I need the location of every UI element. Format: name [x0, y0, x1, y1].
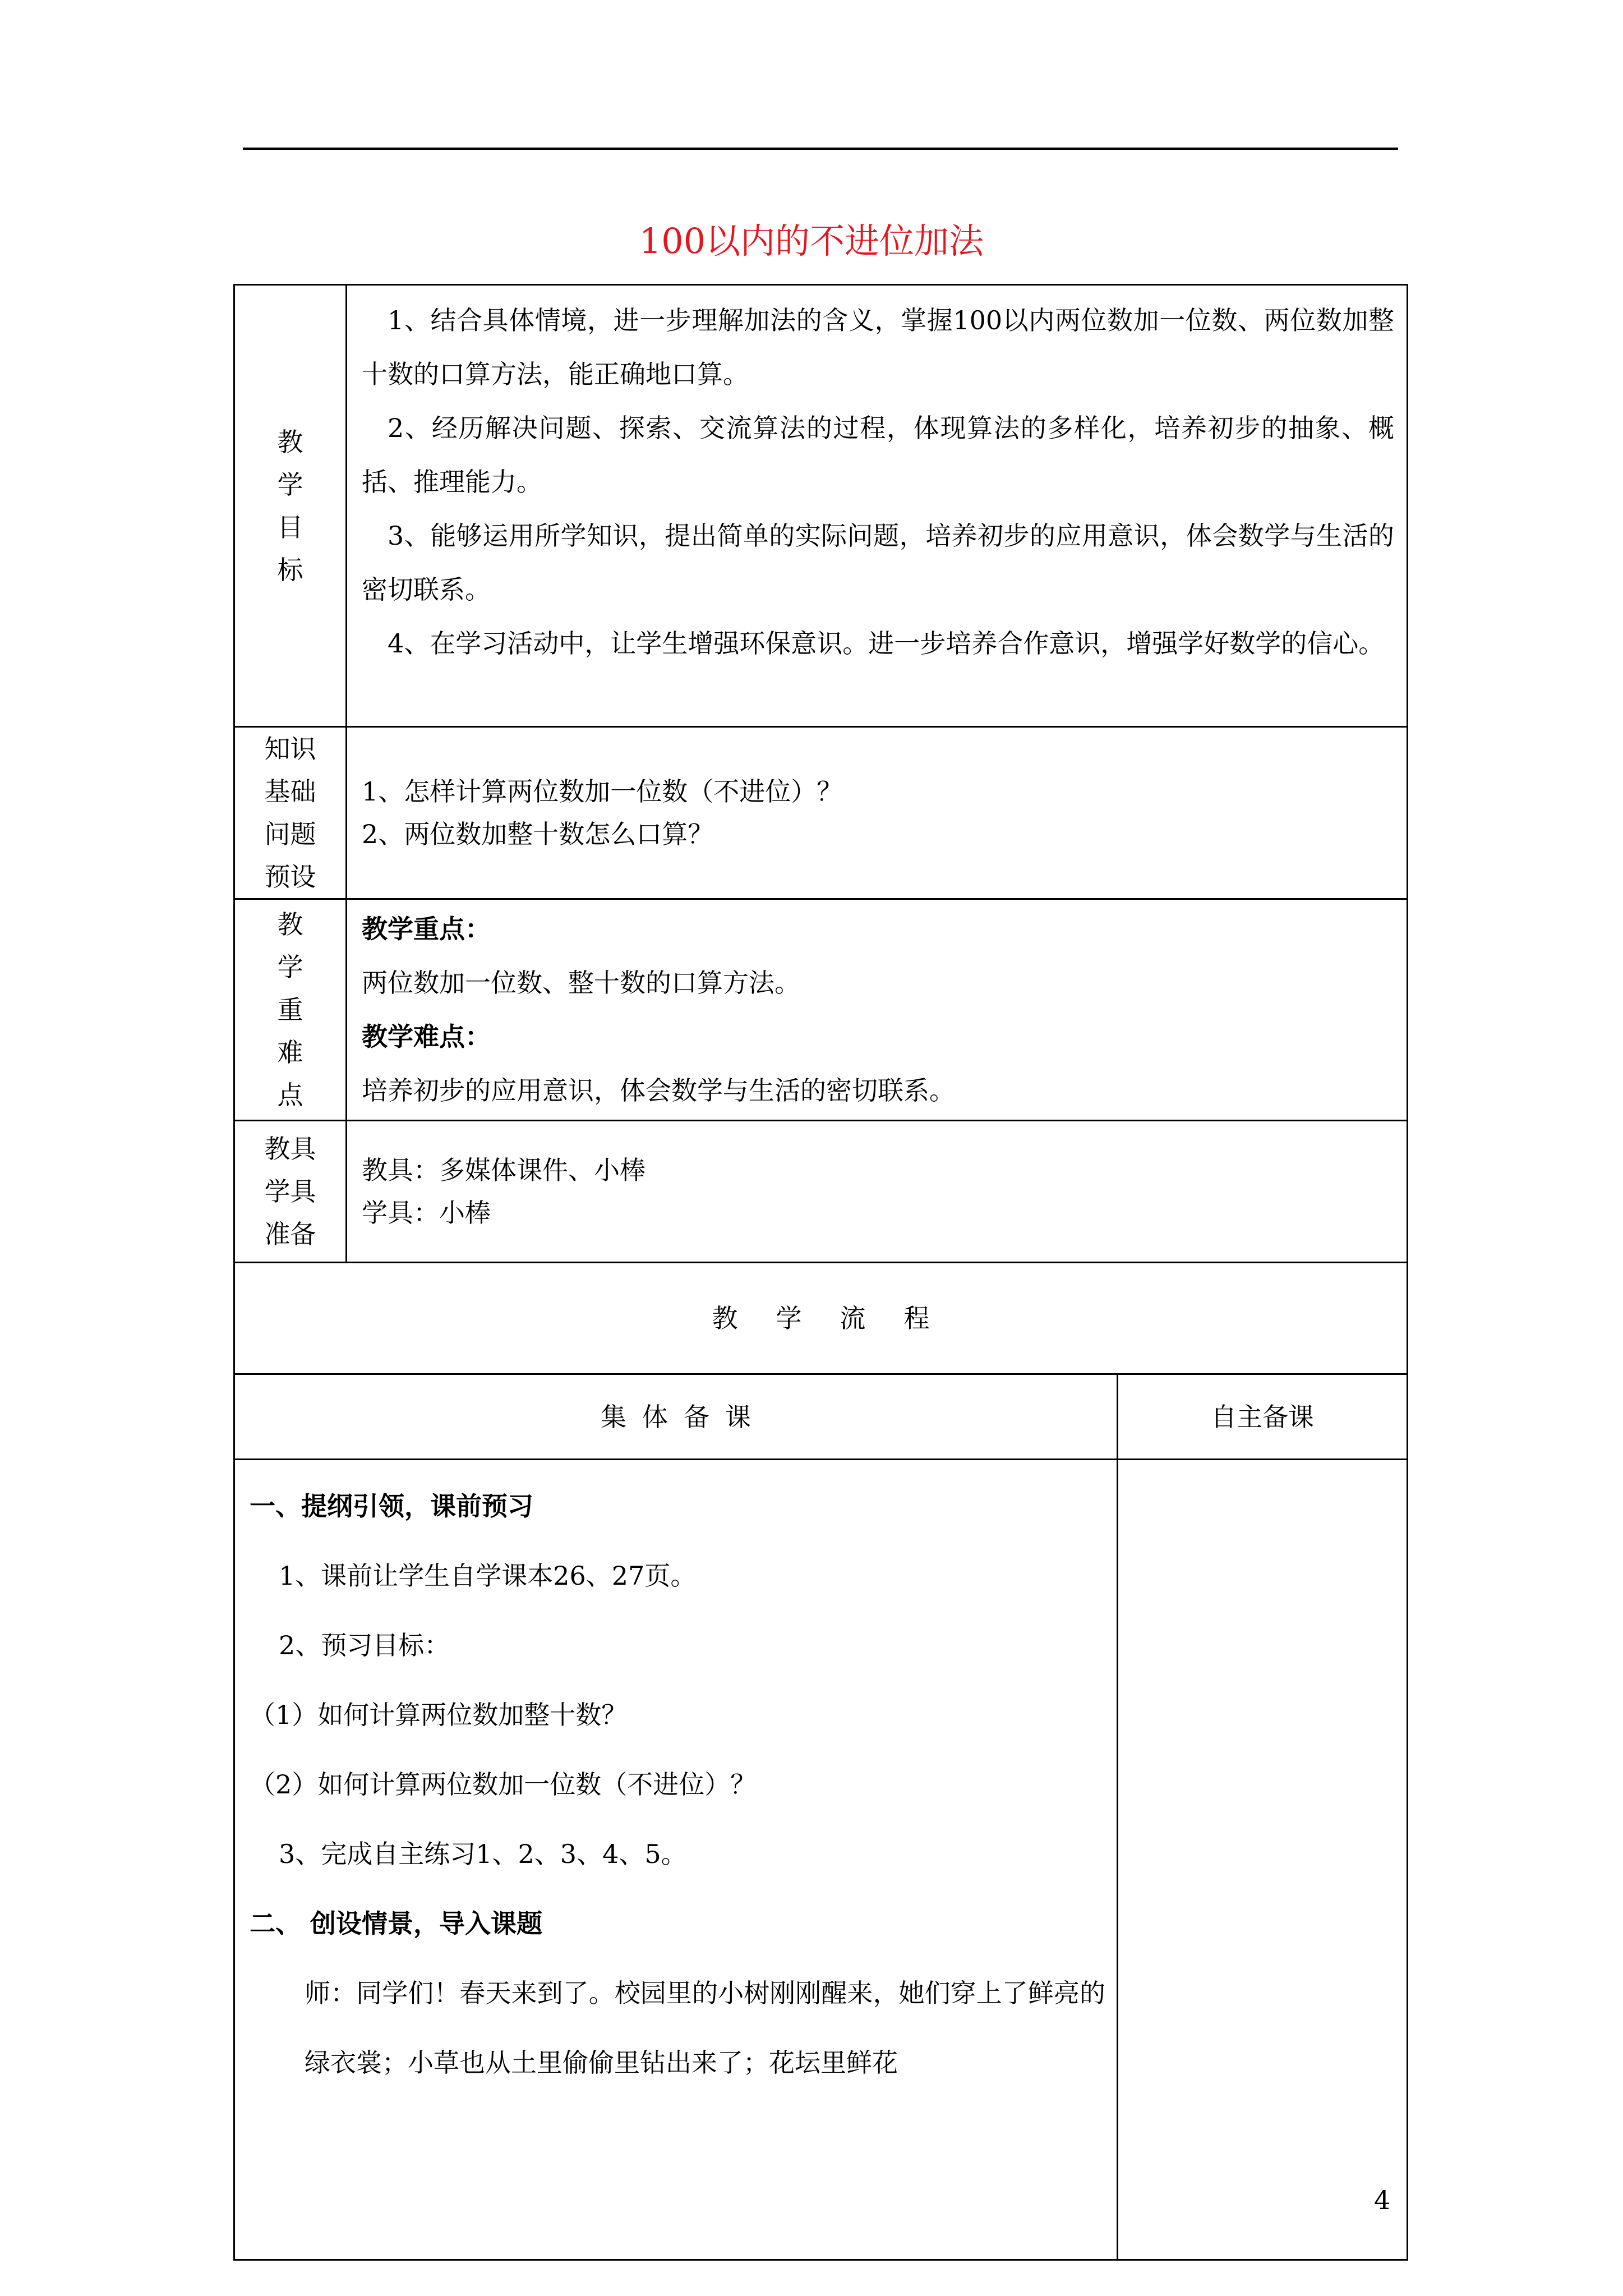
objective-item: 1、结合具体情境，进一步理解加法的含义，掌握100以内两位数加一位数、两位数加整十数的口算方法，能正确地口算。: [362, 305, 1395, 389]
page-number: 4: [1374, 2185, 1391, 2215]
knowledge-item: 1、怎样计算两位数加一位数（不进位）？: [362, 776, 843, 807]
s1-sub2: （2）如何计算两位数加一位数（不进位）？: [250, 1769, 757, 1800]
flow-header-row: [234, 1263, 1408, 1374]
header-rule: [243, 148, 1398, 150]
knowledge-item: 2、两位数加整十数怎么口算？: [362, 819, 714, 849]
group-prep-header: 集 体 备 课: [234, 1374, 1118, 1460]
section1-title: 一、提纲引领，课前预习: [250, 1491, 533, 1521]
column-header-row: [234, 1374, 1408, 1460]
objective-item: 2、经历解决问题、探索、交流算法的过程，体现算法的多样化，培养初步的抽象、概括、推理能力。: [362, 413, 1395, 497]
lesson-plan-table: [233, 284, 1408, 2261]
difficult-heading: 教学难点：: [362, 1022, 491, 1052]
self-prep-header: 自主备课: [1118, 1374, 1408, 1460]
knowledge-row: [234, 727, 1408, 899]
s1-item2: 2、预习目标：: [279, 1630, 450, 1660]
s1-sub1: （1）如何计算两位数加整十数？: [250, 1700, 628, 1730]
self-prep-content: [1118, 1460, 1408, 2260]
tools-content: [347, 1121, 1408, 1263]
objective-item: 4、在学习活动中，让学生增强环保意识。进一步培养合作意识，增强学好数学的信心。: [388, 628, 1385, 659]
objective-item: 3、能够运用所学知识，提出简单的实际问题，培养初步的应用意识，体会数学与生活的密切联系。: [362, 521, 1395, 605]
key-points-label: 教 学 重 难 点: [234, 899, 347, 1121]
key-heading: 教学重点：: [362, 914, 491, 944]
key-text: 两位数加一位数、整十数的口算方法。: [362, 968, 800, 998]
tools-label: 教具 学具 准备: [234, 1121, 347, 1263]
key-points-content: [347, 899, 1408, 1121]
objectives-content: [347, 285, 1408, 727]
section2-title: 二、 创设情景，导入课题: [250, 1908, 543, 1939]
s2-text: 师：同学们！春天来到了。校园里的小树刚刚醒来，她们穿上了鲜亮的绿衣裳；小草也从土里偷偷里钻出来了；花坛里鲜花: [305, 1978, 1105, 2078]
knowledge-label: 知识 基础 问题 预设: [234, 727, 347, 899]
objectives-label: 教 学 目 标: [234, 285, 347, 727]
tools-row: [234, 1121, 1408, 1263]
document-title: 100以内的不进位加法: [639, 220, 984, 261]
difficult-text: 培养初步的应用意识，体会数学与生活的密切联系。: [362, 1075, 955, 1106]
teaching-flow-header: 教 学 流 程: [234, 1263, 1408, 1374]
group-prep-content: [234, 1460, 1118, 2260]
key-points-row: [234, 899, 1408, 1121]
flow-content-row: [234, 1460, 1408, 2260]
s1-item3: 3、完成自主练习1、2、3、4、5。: [279, 1839, 687, 1869]
s1-item1: 1、课前让学生自学课本26、27页。: [279, 1561, 697, 1591]
objectives-row: [234, 285, 1408, 727]
teacher-tools: 教具：多媒体课件、小棒: [362, 1155, 645, 1185]
student-tools: 学具：小棒: [362, 1198, 491, 1228]
knowledge-content: [347, 727, 1408, 899]
